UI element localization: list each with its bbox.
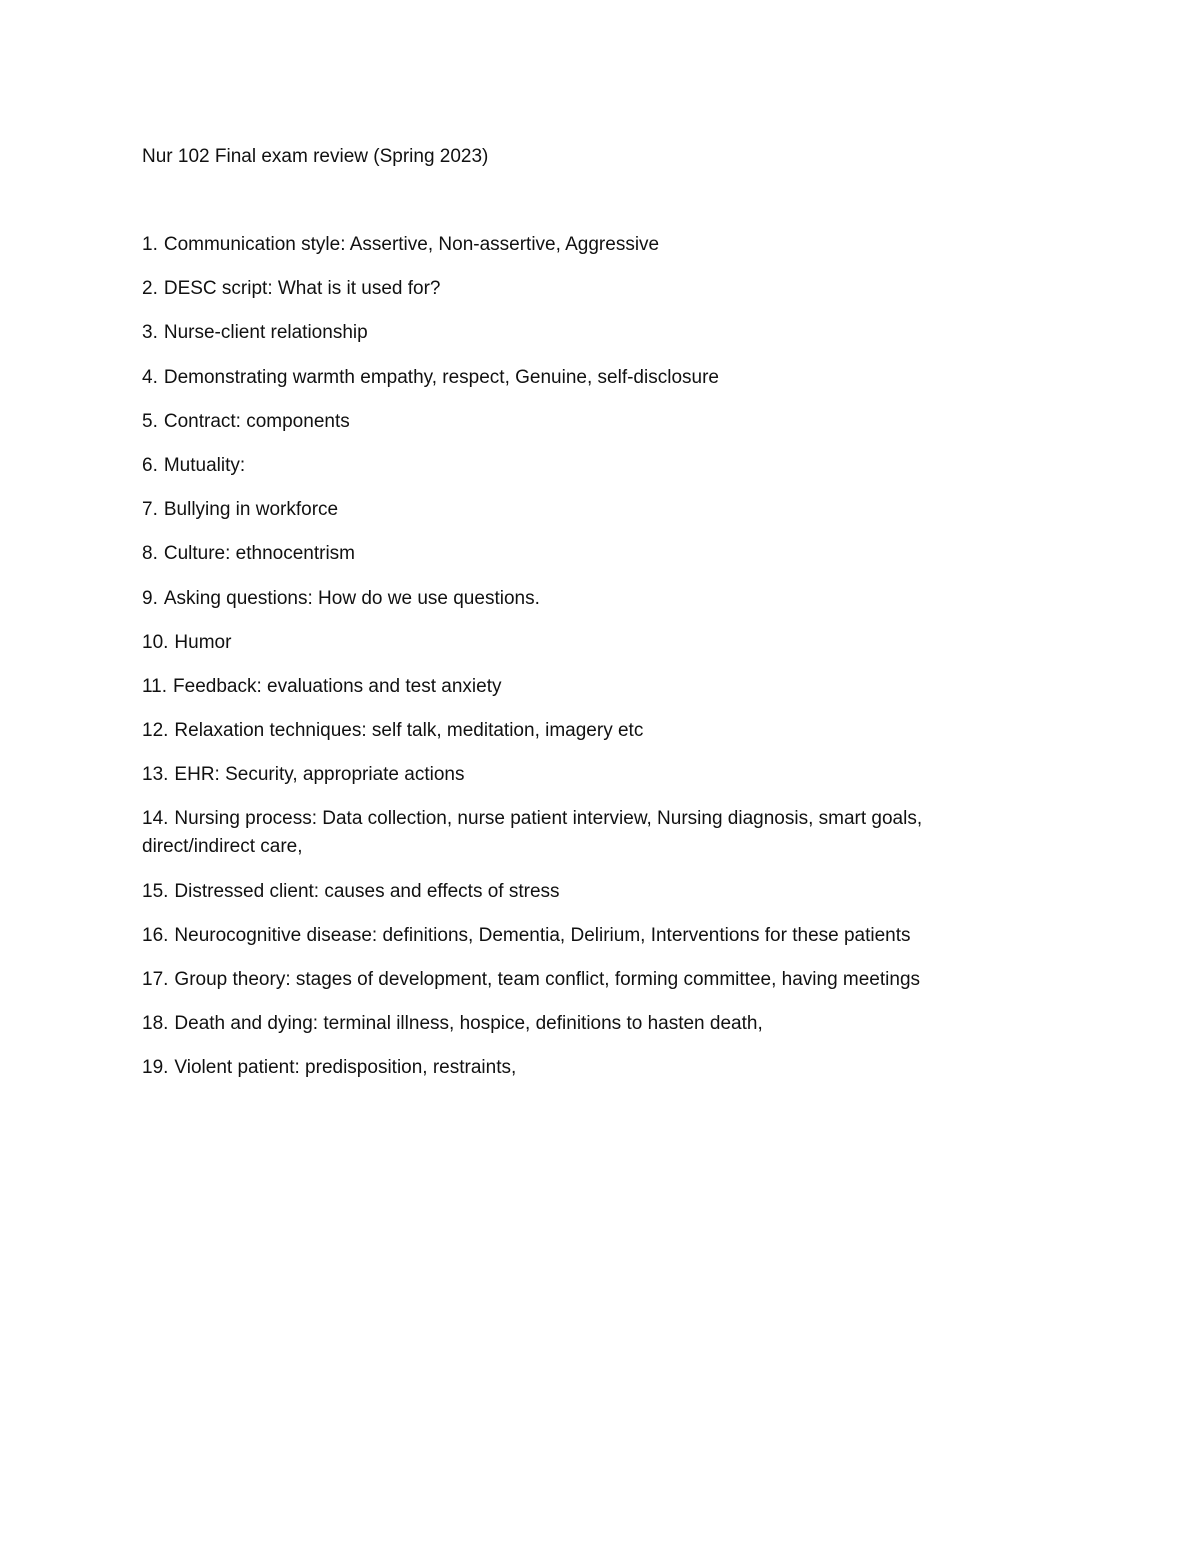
item-text: Culture: ethnocentrism bbox=[163, 543, 356, 565]
item-text: Relaxation techniques: self talk, meditation, imagery etc bbox=[174, 720, 644, 742]
list-item bbox=[142, 922, 972, 950]
item-number: 9. bbox=[142, 587, 158, 609]
item-number: 13. bbox=[142, 764, 169, 786]
item-number: 3. bbox=[142, 322, 158, 344]
item-number: 1. bbox=[142, 234, 158, 255]
list-item bbox=[142, 231, 972, 259]
list-item bbox=[142, 364, 972, 392]
item-number: 14. bbox=[142, 808, 169, 830]
item-text: Bullying in workforce bbox=[163, 499, 339, 521]
list-item bbox=[142, 966, 972, 994]
item-text: Neurocognitive disease: definitions, Dementia, Delirium, Interventions for these patients bbox=[174, 924, 911, 946]
item-number: 7. bbox=[142, 499, 158, 521]
list-item bbox=[142, 319, 972, 347]
item-text: Contract: components bbox=[163, 410, 350, 432]
list-item bbox=[142, 275, 972, 303]
list-item bbox=[142, 805, 972, 861]
item-text: EHR: Security, appropriate actions bbox=[174, 764, 465, 786]
item-text: Distressed client: causes and effects of stress bbox=[174, 880, 560, 902]
list-item bbox=[142, 673, 972, 701]
item-text: Demonstrating warmth empathy, respect, Genuine, self-disclosure bbox=[163, 366, 719, 388]
document-title: Nur 102 Final exam review (Spring 2023) bbox=[142, 146, 489, 167]
item-number: 12. bbox=[142, 720, 169, 742]
item-number: 19. bbox=[142, 1057, 169, 1079]
item-number: 4. bbox=[142, 366, 158, 388]
list-item bbox=[142, 1054, 972, 1082]
item-text: Nurse-client relationship bbox=[163, 322, 368, 344]
item-number: 18. bbox=[142, 1013, 169, 1035]
item-text: Group theory: stages of development, team conflict, forming committee, having meetings bbox=[174, 969, 921, 990]
item-text: Asking questions: How do we use questions. bbox=[163, 587, 540, 609]
item-number: 16. bbox=[142, 924, 169, 946]
list-item bbox=[142, 585, 972, 613]
item-number: 10. bbox=[142, 631, 169, 653]
item-number: 2. bbox=[142, 278, 158, 300]
item-number: 11. bbox=[142, 675, 168, 697]
list-item bbox=[142, 452, 972, 480]
item-number: 6. bbox=[142, 454, 158, 476]
list-item bbox=[142, 629, 972, 657]
item-text: Violent patient: predisposition, restraints, bbox=[174, 1057, 517, 1079]
item-text: Mutuality: bbox=[163, 454, 246, 476]
item-text: Communication style: Assertive, Non-assertive, Aggressive bbox=[163, 234, 660, 255]
item-text: Nursing process: Data collection, nurse patient interview, Nursing diagnosis, smart goals, direct/indirect care, bbox=[142, 808, 923, 858]
list-item bbox=[142, 761, 972, 789]
item-number: 8. bbox=[142, 543, 158, 565]
item-text: Humor bbox=[174, 631, 232, 653]
list-item bbox=[142, 540, 972, 568]
item-number: 5. bbox=[142, 410, 158, 432]
item-number: 15. bbox=[142, 880, 169, 902]
item-number: 17. bbox=[142, 969, 169, 990]
item-text: Death and dying: terminal illness, hospice, definitions to hasten death, bbox=[174, 1013, 763, 1035]
list-item bbox=[142, 1010, 972, 1038]
item-text: Feedback: evaluations and test anxiety bbox=[173, 675, 502, 697]
list-item bbox=[142, 496, 972, 524]
item-text: DESC script: What is it used for? bbox=[163, 278, 441, 300]
list-item bbox=[142, 878, 972, 906]
list-item bbox=[142, 408, 972, 436]
list-item bbox=[142, 717, 972, 745]
review-topics-list bbox=[142, 231, 972, 1099]
